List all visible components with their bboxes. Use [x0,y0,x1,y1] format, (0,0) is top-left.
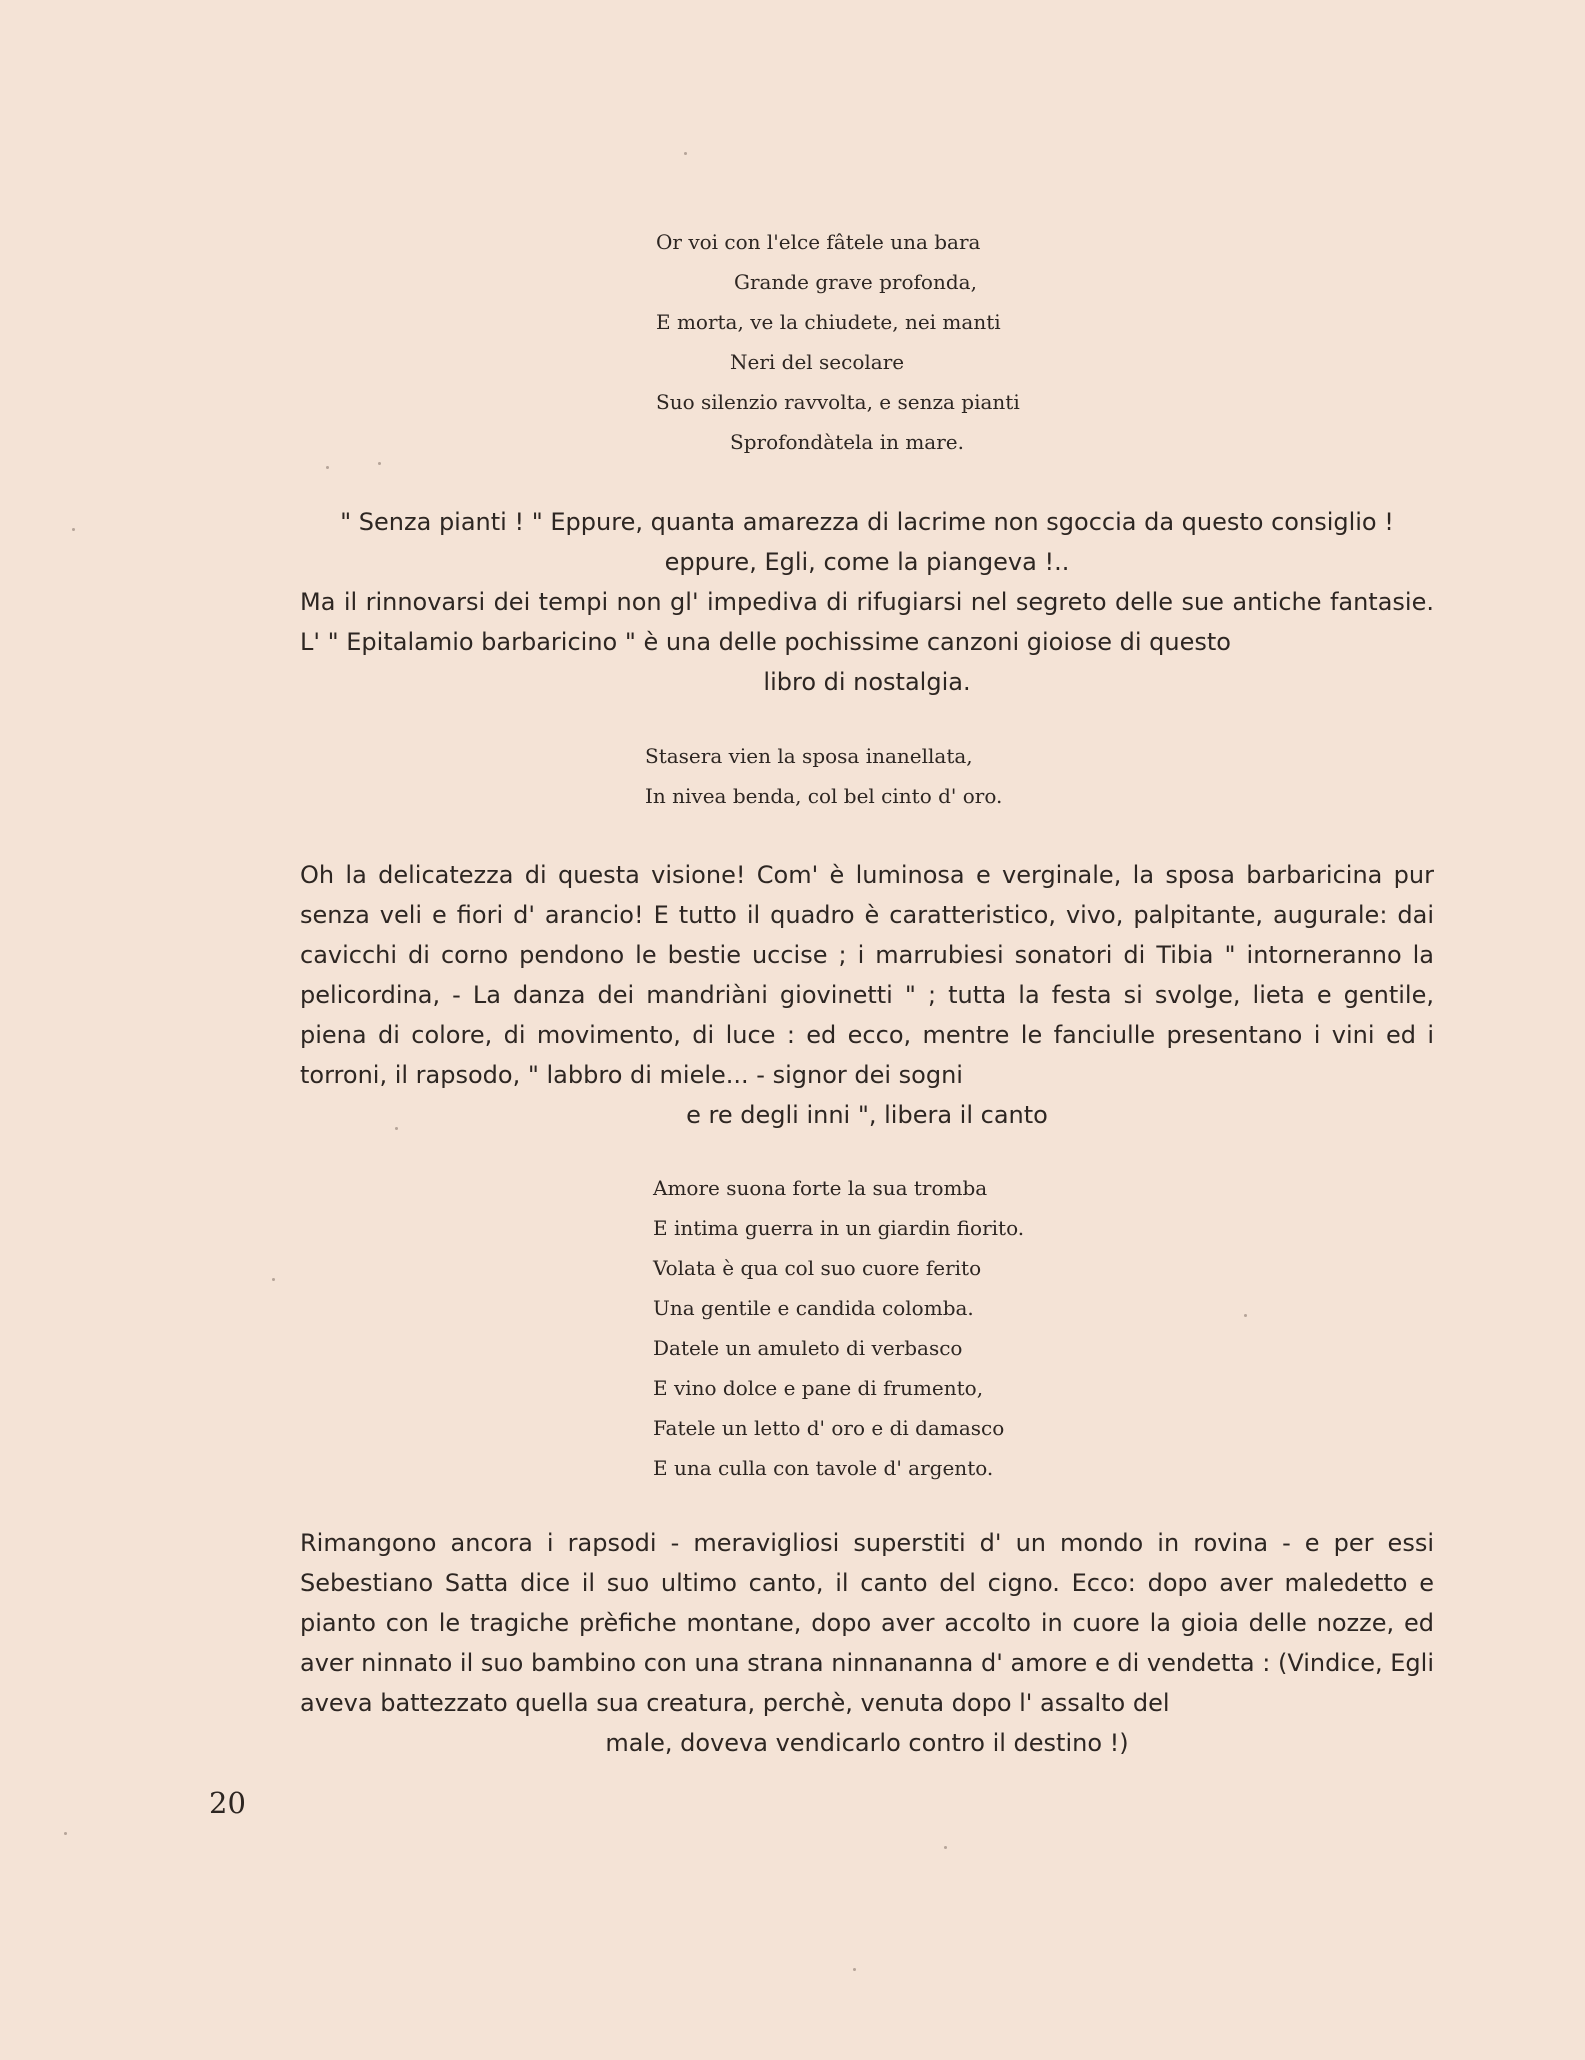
prose-paragraph: Oh la delicatezza di questa visione! Com' è luminosa e verginale, la sposa barbaricina pur senza veli e fiori d' arancio! E tutto il quadro è caratteristico, vivo, palpitante, augurale: dai cavicchi di corno pendono le bestie uccise ; i marrubiesi sonatori di Tibia " intorneranno la pelicordina, - La danza dei mandriàni giovinetti " ; tutta la festa si svolge, lieta e gentile, piena di colore, di movimento, di luce : ed ecco, mentre le fanciulle presentano i vini ed i torroni, il rapsodo, " labbro di miele... - signor dei sogni [300,861,1434,1089]
paper-speck [853,1968,856,1971]
verse-line: Una gentile e candida colomba. [653,1296,974,1320]
verse-line: E una culla con tavole d' argento. [653,1456,994,1480]
verse-block-1 [656,222,1020,462]
prose-block-2 [300,855,1434,1135]
page-number: 20 [209,1786,246,1820]
paper-speck [684,152,687,155]
paper-speck [1244,1314,1247,1317]
verse-line: Fatele un letto d' oro e di damasco [653,1416,1005,1440]
verse-line: Amore suona forte la sua tromba [653,1176,988,1200]
prose-paragraph: Ma il rinnovarsi dei tempi non gl' impediva di rifugiarsi nel segreto delle sue antiche fantasie. L' " Epitalamio barbaricino " è una delle pochissime canzoni gioiose di questo [300,588,1434,656]
prose-last-line: libro di nostalgia. [763,668,971,696]
verse-line: Datele un amuleto di verbasco [653,1336,963,1360]
prose-line: " Senza pianti ! " Eppure, quanta amarezza di lacrime non sgoccia da questo consiglio ! [340,508,1394,536]
paper-speck [326,466,329,469]
paper-speck [944,1846,947,1849]
verse-block-2 [645,736,1002,816]
paper-speck [378,462,381,465]
prose-line: eppure, Egli, come la piangeva !.. [664,548,1070,576]
verse-line: Stasera vien la sposa inanellata, [645,744,973,768]
prose-last-line: e re degli inni ", libera il canto [686,1101,1048,1129]
paper-speck [395,1127,398,1130]
verse-line: Suo silenzio ravvolta, e senza pianti [656,390,1020,414]
verse-line: Or voi con l'elce fâtele una bara [656,230,981,254]
prose-paragraph: Rimangono ancora i rapsodi - meravigliosi superstiti d' un mondo in rovina - e per essi Sebestiano Satta dice il suo ultimo canto, il canto del cigno. Ecco: dopo aver maledetto e pianto con le tragiche prèfiche montane, dopo aver accolto in cuore la gioia delle nozze, ed aver ninnato il suo bambino con una strana ninnananna d' amore e di vendetta : (Vindice, Egli aveva battezzato quella sua creatura, perchè, venuta dopo l' assalto del [300,1529,1434,1717]
verse-line: Volata è qua col suo cuore ferito [653,1256,982,1280]
paper-speck [272,1278,275,1281]
prose-block-1 [300,502,1434,702]
paper-speck [64,1832,67,1835]
verse-line: Grande grave profonda, [734,270,977,294]
verse-line: Sprofondàtela in mare. [730,430,964,454]
prose-last-line: male, doveva vendicarlo contro il destino !) [605,1729,1129,1757]
verse-line: E vino dolce e pane di frumento, [653,1376,984,1400]
verse-block-3 [653,1168,1024,1488]
verse-line: Neri del secolare [730,350,905,374]
verse-line: E intima guerra in un giardin fiorito. [653,1216,1025,1240]
prose-block-3 [300,1523,1434,1763]
paper-speck [72,528,75,531]
verse-line: In nivea benda, col bel cinto d' oro. [645,784,1003,808]
verse-line: E morta, ve la chiudete, nei manti [656,310,1001,334]
